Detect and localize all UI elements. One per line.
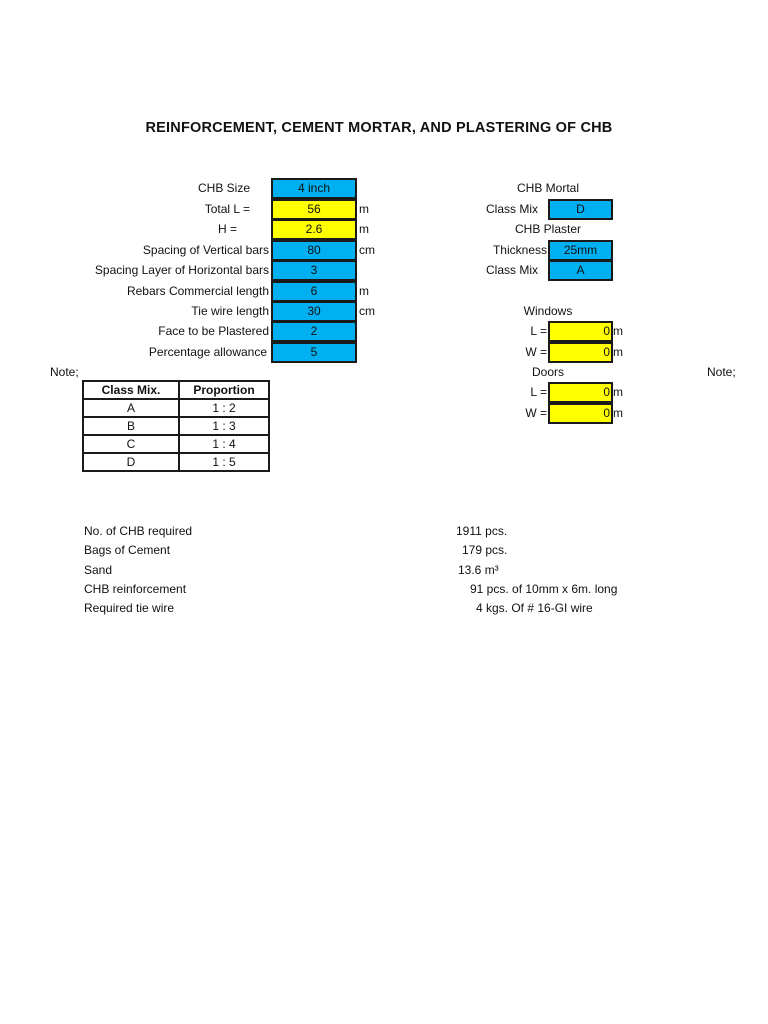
faces-plastered-label: Face to be Plastered bbox=[158, 324, 269, 338]
allowance-input[interactable]: 5 bbox=[271, 342, 357, 363]
table-header-row bbox=[83, 381, 269, 399]
table-cell: 1 : 4 bbox=[179, 435, 269, 453]
total-length-unit: m bbox=[359, 202, 369, 216]
tie-wire-length-input[interactable]: 30 bbox=[271, 301, 357, 322]
windows-width-input[interactable]: 0 bbox=[548, 342, 613, 363]
result-chb-label: No. of CHB required bbox=[84, 524, 193, 538]
windows-width-unit: m bbox=[613, 345, 623, 359]
table-cell: D bbox=[83, 453, 179, 471]
table-header-class-mix: Class Mix. bbox=[83, 381, 179, 399]
result-cement-value: 179 pcs. bbox=[462, 543, 508, 557]
table-row bbox=[83, 417, 269, 435]
result-tie-wire-value: 4 kgs. Of # 16-GI wire bbox=[476, 601, 593, 615]
result-tie-wire-label: Required tie wire bbox=[84, 601, 175, 615]
chb-size-label: CHB Size bbox=[197, 181, 250, 195]
tie-wire-length-label: Tie wire length bbox=[191, 304, 269, 318]
table-row bbox=[83, 453, 269, 471]
windows-heading: Windows bbox=[523, 304, 573, 318]
faces-plastered-input[interactable]: 2 bbox=[271, 321, 357, 342]
height-input[interactable]: 2.6 bbox=[271, 219, 357, 240]
doors-width-unit: m bbox=[613, 406, 623, 420]
table-cell: A bbox=[83, 399, 179, 417]
chb-plaster-heading: CHB Plaster bbox=[514, 222, 582, 236]
windows-length-unit: m bbox=[613, 324, 623, 338]
mortar-class-mix-label: Class Mix bbox=[485, 202, 538, 216]
plaster-thickness-label: Thickness bbox=[492, 243, 547, 257]
horizontal-spacing-label: Spacing Layer of Horizontal bars bbox=[94, 263, 269, 277]
horizontal-spacing-input[interactable]: 3 bbox=[271, 260, 357, 281]
allowance-label: Percentage allowance bbox=[148, 345, 267, 359]
windows-length-input[interactable]: 0 bbox=[548, 321, 613, 342]
windows-length-label: L = bbox=[530, 324, 547, 338]
rebar-length-label: Rebars Commercial length bbox=[126, 284, 269, 298]
plaster-class-mix-label: Class Mix bbox=[485, 263, 538, 277]
chb-mortar-heading: CHB Mortal bbox=[516, 181, 579, 195]
result-cement-label: Bags of Cement bbox=[84, 543, 171, 557]
tie-wire-length-unit: cm bbox=[359, 304, 375, 318]
table-row bbox=[83, 435, 269, 453]
plaster-thickness-input[interactable]: 25mm bbox=[548, 240, 613, 261]
result-chb-value: 1911 pcs. bbox=[456, 524, 508, 538]
doors-width-label: W = bbox=[525, 406, 547, 420]
total-length-input[interactable]: 56 bbox=[271, 199, 357, 220]
doors-length-label: L = bbox=[530, 385, 547, 399]
vertical-spacing-input[interactable]: 80 bbox=[271, 240, 357, 261]
rebar-length-input[interactable]: 6 bbox=[271, 281, 357, 302]
table-cell: 1 : 2 bbox=[179, 399, 269, 417]
rebar-length-unit: m bbox=[359, 284, 369, 298]
result-reinforcement-value: 91 pcs. of 10mm x 6m. long bbox=[470, 582, 618, 596]
table-cell: B bbox=[83, 417, 179, 435]
vertical-spacing-label: Spacing of Vertical bars bbox=[142, 243, 269, 257]
total-length-label: Total L = bbox=[204, 202, 250, 216]
height-unit: m bbox=[359, 222, 369, 236]
doors-length-input[interactable]: 0 bbox=[548, 382, 613, 403]
height-label: H = bbox=[217, 222, 237, 236]
page-title: REINFORCEMENT, CEMENT MORTAR, AND PLASTERING OF CHB bbox=[145, 120, 613, 136]
table-row bbox=[83, 399, 269, 417]
table-cell: C bbox=[83, 435, 179, 453]
result-sand-label: Sand bbox=[84, 563, 113, 577]
table-cell: 1 : 5 bbox=[179, 453, 269, 471]
doors-length-unit: m bbox=[613, 385, 623, 399]
windows-width-label: W = bbox=[525, 345, 547, 359]
class-mix-table bbox=[82, 380, 270, 472]
doors-width-input[interactable]: 0 bbox=[548, 403, 613, 424]
note-left: Note; bbox=[50, 365, 79, 379]
plaster-class-mix-input[interactable]: A bbox=[548, 260, 613, 281]
doors-heading: Doors bbox=[531, 365, 564, 379]
note-right: Note; bbox=[707, 365, 736, 379]
result-reinforcement-label: CHB reinforcement bbox=[84, 582, 187, 596]
table-header-proportion: Proportion bbox=[179, 381, 269, 399]
vertical-spacing-unit: cm bbox=[359, 243, 375, 257]
result-sand-value: 13.6 m³ bbox=[458, 563, 499, 577]
chb-size-input[interactable]: 4 inch bbox=[271, 178, 357, 199]
mortar-class-mix-input[interactable]: D bbox=[548, 199, 613, 220]
table-cell: 1 : 3 bbox=[179, 417, 269, 435]
